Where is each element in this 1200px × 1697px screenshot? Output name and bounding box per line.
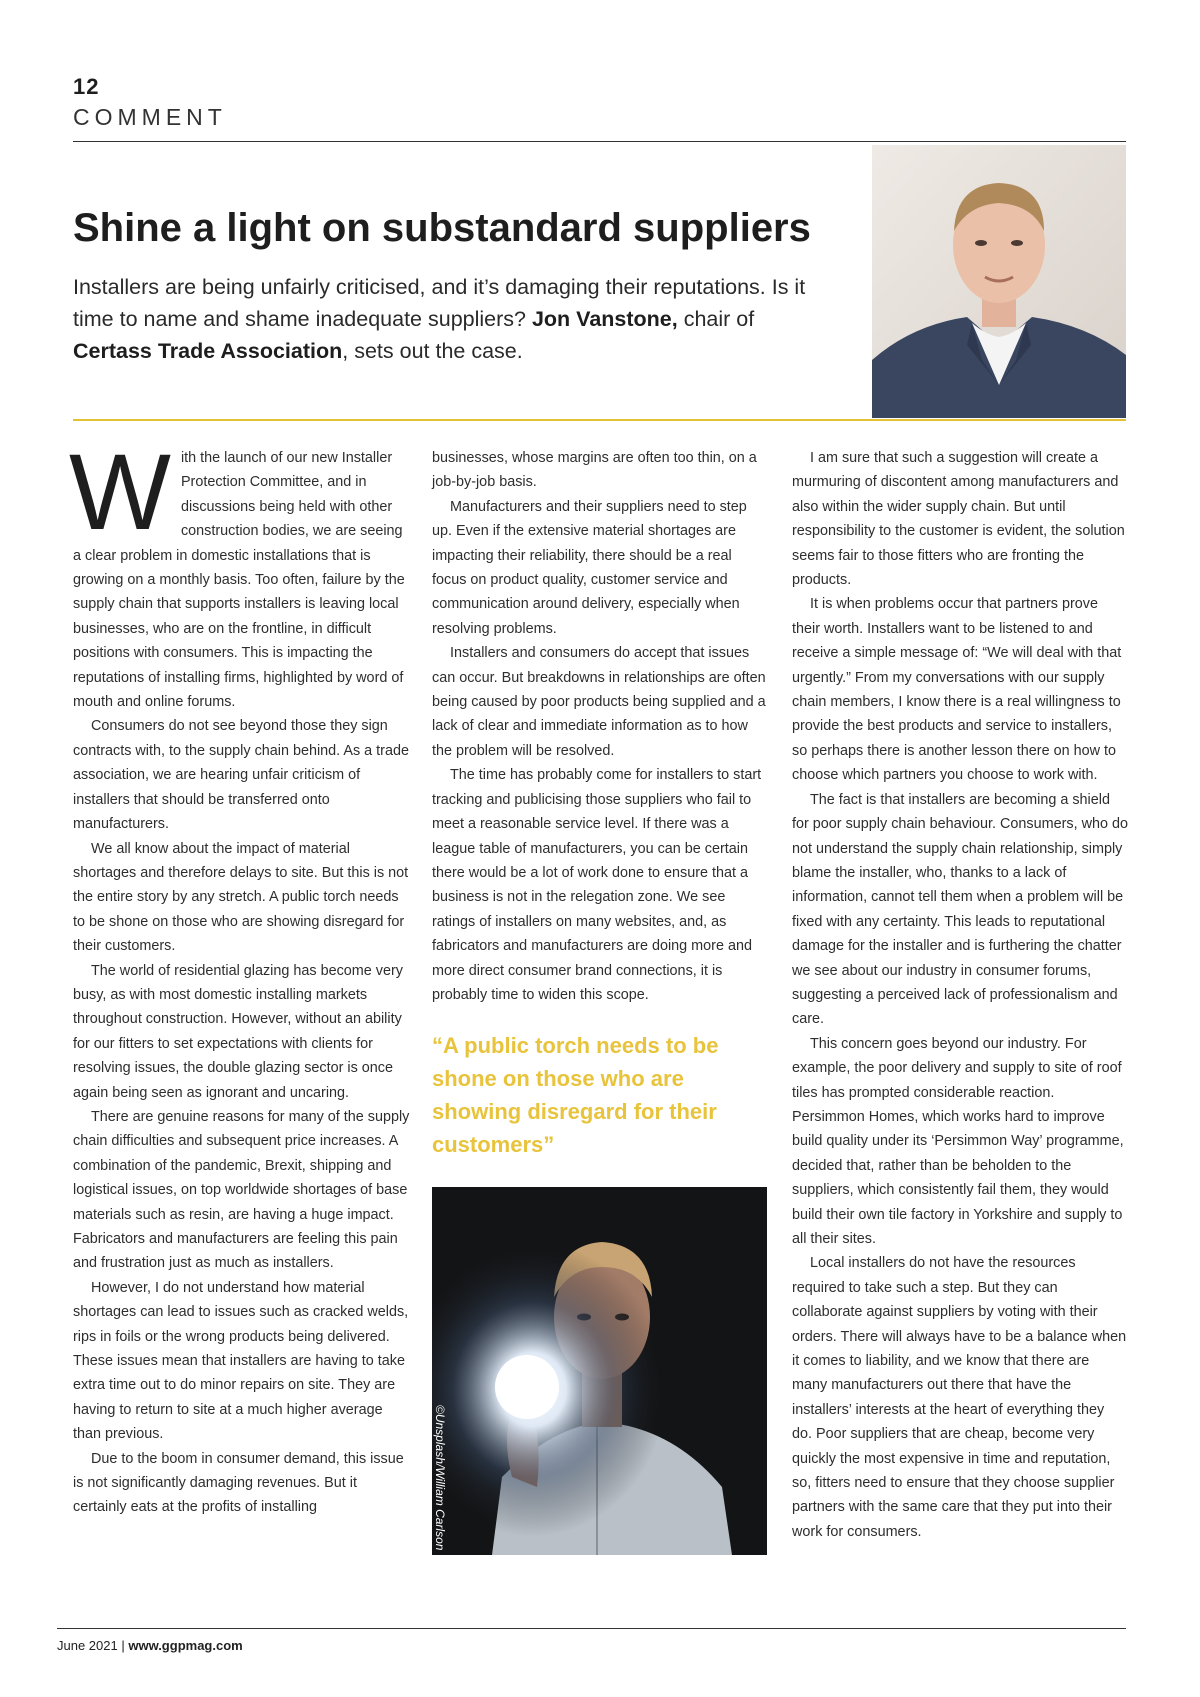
paragraph: Local installers do not have the resources required to take such a step. But they can collaborate against suppliers by voting with their orders. There will always have to be a balance when it comes to liability, and we know that there are many manufacturers out there that have the installers’ interests at the heart of everything they do. Poor suppliers that are cheap, become very quickly the most expensive in time and reputation, so, fitters need to ensure that they choose supplier partners with the same care that they put into their work for consumers. — [792, 1255, 1127, 1540]
gold-divider — [73, 419, 1126, 421]
paragraph: This concern goes beyond our industry. For example, the poor delivery and supply to site of roof tiles has prompted considerable reaction. Persimmon Homes, which works hard to improve build quality under its ‘Persimmon Way’ programme, decided that, rather than be beholden to the suppliers, which consistently fail them, they would build their own tile factory in Yorkshire and supply to all their sites. — [792, 1035, 1124, 1247]
paragraph: Installers and consumers do accept that issues can occur. But breakdowns in relationships are often being caused by poor products being supplied and a lack of clear and immediate information as to how the problem will be resolved. — [432, 645, 766, 759]
top-divider — [73, 141, 1126, 142]
standfirst — [73, 271, 833, 367]
article-column-3 — [792, 446, 1128, 1544]
paragraph: It is when problems occur that partners prove their worth. Installers want to be listened to and receive a simple message of: “We will deal with that urgently.” From my conversations with our supply chain members, I know there is a real willingness to provide the best products and service to installers, so perhaps there is another lesson there on how to choose which partners you choose to work with. — [792, 596, 1122, 784]
author-portrait-photo — [872, 145, 1126, 418]
paragraph: Due to the boom in consumer demand, this issue is not significantly damaging revenues. But it certainly eats at the profits of installing — [73, 1450, 404, 1516]
torch-photo-illustration — [432, 1187, 767, 1555]
paragraph: The world of residential glazing has become very busy, as with most domestic installing markets throughout construction. However, without an ability for our fitters to set expectations with clients for resolving issues, the double glazing sector is once again being seen as ignorant and uncaring. — [73, 962, 403, 1101]
torch-photo — [432, 1187, 767, 1555]
photo-credit: ©Unsplash/William Carlson — [433, 1405, 447, 1551]
standfirst-text-1: Installers are being unfairly criticised, and it’s damaging their reputations. Is it time to name and shame inadequate suppliers? — [73, 275, 806, 331]
footer-url: www.ggpmag.com — [128, 1638, 243, 1653]
paragraph-text: ith the launch of our new Installer Protection Committee, and in discussions being held with other construction bodies, we are seeing a clear problem in domestic installations that is growing on a monthly basis. Too often, failure by the supply chain that supports installers is leaving local businesses, who are on the frontline, in difficult positions with consumers. This is impacting the reputations of installing firms, highlighted by word of mouth and online forums. — [73, 450, 405, 711]
paragraph: We all know about the impact of material shortages and therefore delays to site. But this is not the entire story by any stretch. A public torch needs to be shone on those who are showing disregard for their customers. — [73, 840, 409, 955]
drop-cap: W — [69, 431, 171, 552]
author-portrait-illustration — [872, 145, 1126, 418]
article-headline: Shine a light on substandard suppliers — [73, 206, 811, 250]
footer-separator: | — [117, 1638, 129, 1653]
paragraph: The time has probably come for installers to start tracking and publicising those suppliers who fail to meet a reasonable service level. If there was a league table of manufacturers, you can be certain there would be a lot of work done to ensure that a business is not in the relegation zone. We see ratings of installers on many websites, and, as fabricators and manufacturers are doing more and more direct consumer brand connections, it is probably time to widen this scope. — [432, 767, 762, 1003]
organisation-name: Certass Trade Association — [73, 339, 343, 363]
paragraph: The fact is that installers are becoming a shield for poor supply chain behaviour. Consumers, who do not understand the supply chain relationship, simply blame the installer, who, thanks to a lack of information, cannot tell them when a problem will be fixed with any certainty. This leads to reputational damage for the installer and is furthering the chatter we see about our industry in consumer forums, suggesting a perceived lack of professionalism and care. — [792, 791, 1128, 1028]
article-column-1 — [69, 431, 411, 1520]
standfirst-text-2: chair of — [677, 307, 755, 331]
paragraph: businesses, whose margins are often too thin, on a job-by-job basis. — [432, 450, 757, 491]
article-column-2 — [432, 446, 768, 1555]
paragraph: There are genuine reasons for many of the supply chain difficulties and subsequent price increases. A combination of the pandemic, Brexit, shipping and logistical issues, on top worldwide shortages of base materials such as resin, are having a huge impact. Fabricators and manufacturers are feeling this pain and frustration just as much as installers. — [73, 1108, 410, 1272]
paragraph-1 — [69, 431, 411, 714]
bottom-divider — [57, 1628, 1126, 1629]
standfirst-text-3: , sets out the case. — [342, 339, 523, 363]
paragraph: I am sure that such a suggestion will create a murmuring of discontent among manufacturers and also within the wider supply chain. But until responsibility to the customer is evident, the solution seems fair to those fitters who are fronting the products. — [792, 450, 1125, 589]
paragraph: However, I do not understand how material shortages can lead to issues such as cracked welds, rips in foils or the wrong products being delivered. These issues mean that installers are having to take extra time out to do minor repairs on site. They are having to return to site at a much higher average than previous. — [73, 1279, 409, 1443]
section-label: COMMENT — [73, 104, 227, 130]
paragraph: Consumers do not see beyond those they sign contracts with, to the supply chain behind. As a trade association, we are hearing unfair criticism of installers that should be transferred onto manufacturers. — [73, 718, 409, 833]
footer — [57, 1638, 243, 1653]
pull-quote: “A public torch needs to be shone on those who are showing disregard for their customers” — [432, 1033, 719, 1158]
paragraph: Manufacturers and their suppliers need to step up. Even if the extensive material shortages are impacting their reliability, there should be a real focus on product quality, customer service and communication around delivery, especially when resolving problems. — [432, 498, 747, 637]
page-number: 12 — [73, 74, 100, 99]
footer-date: June 2021 — [57, 1638, 118, 1653]
author-name: Jon Vanstone, — [531, 307, 678, 331]
